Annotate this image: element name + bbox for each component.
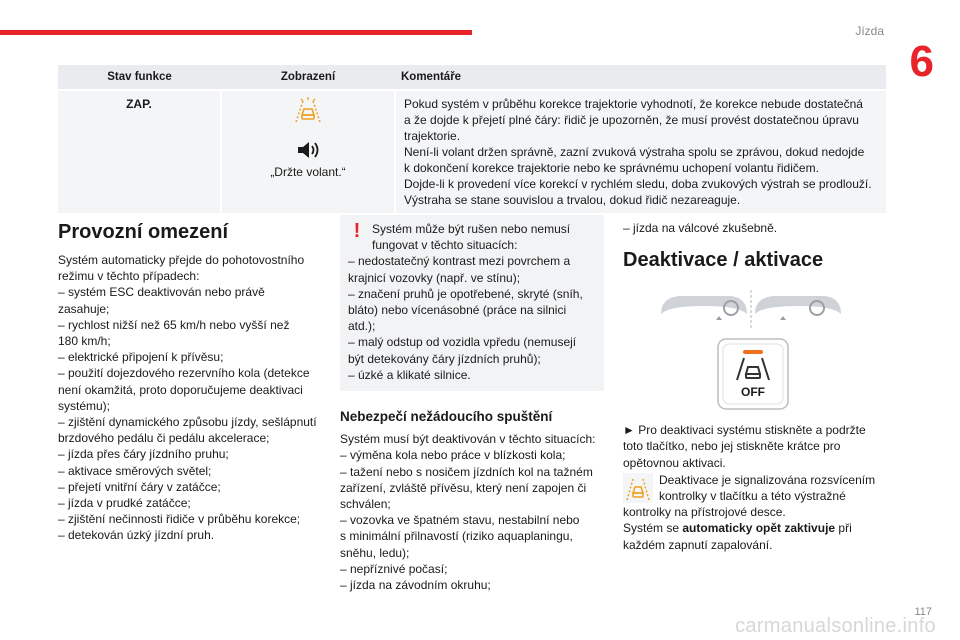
text-line: sněhu, ledu); xyxy=(340,545,410,560)
text-line: brzdového pedálu či pedálu akcelerace; xyxy=(58,431,270,446)
text-line: – systém ESC deaktivován nebo právě xyxy=(58,285,265,300)
warning-line: – malý odstup od vozidla vpředu (nemusejí xyxy=(348,335,577,350)
comment-line: Dojde-li k provedení více korekcí v rychlém sledu, doba zvukových výstrah se prodlouží. xyxy=(404,177,872,191)
text-line: systému); xyxy=(58,398,111,413)
reactivation-bold: automaticky opět zaktivuje xyxy=(682,521,836,536)
text-line: – jízda přes čáry jízdního pruhu; xyxy=(58,447,229,462)
text-line: – výměna kola nebo práce v blízkosti kola; xyxy=(340,448,566,463)
comment-line: Není-li volant držen správně, zazní zvuková výstraha spolu se zprávou, dokud nedojde xyxy=(404,145,865,159)
lane-keep-warning-lamp-icon xyxy=(623,473,653,503)
warning-line: být detekovány čáry jízdních pruhů); xyxy=(348,351,541,366)
page-number: 117 xyxy=(914,606,932,618)
warning-box xyxy=(340,215,604,391)
text-line: zařízení, zvláště přívěsu, který není zapojen či xyxy=(340,480,587,495)
comment-line: trajektorie. xyxy=(404,129,461,143)
comment-line: k dokončení korekce trajektorie nebo ke správnému uchopení volantu řidičem. xyxy=(404,161,819,175)
text-line: – detekován úzký jízdní pruh. xyxy=(58,528,215,543)
text-line: Systém musí být deaktivován v těchto situacích: xyxy=(340,432,596,447)
warning-line: – úzké a klikaté silnice. xyxy=(348,367,471,382)
limitations-column xyxy=(340,215,604,593)
reactivation-note xyxy=(623,520,889,536)
text-line: – tažení nebo s nosičem jízdních kol na tažném xyxy=(340,464,593,479)
reactivation-prefix: Systém se xyxy=(623,521,683,536)
comment-line: Pokud systém v průběhu korekce trajektorie vyhodnotí, že korekce nebude dostatečná xyxy=(404,97,863,111)
reactivation-suffix: při xyxy=(835,521,852,536)
speaker-sound-icon xyxy=(295,139,321,161)
lane-keep-warning-icon xyxy=(293,95,323,125)
warning-line: atd.); xyxy=(348,319,376,334)
text-line: – přejetí vnitřní čáry v zatáčce; xyxy=(58,479,221,494)
warning-line: krajnicí vozovky (např. ve stínu); xyxy=(348,270,521,285)
comment-line: a že dojde k přejetí plné čáry: řidič je upozorněn, že musí provést dostatečnou úpravu xyxy=(404,113,859,127)
text-line: není okamžitá, proto doporučujeme deaktivaci xyxy=(58,382,303,397)
table-row xyxy=(58,90,886,213)
warning-head-line: Systém může být rušen nebo nemusí xyxy=(372,222,571,236)
text-line: každém zapnutí zapalování. xyxy=(623,537,773,552)
instruction-line: toto tlačítko, nebo jej stiskněte krátce pro xyxy=(623,439,841,454)
text-line: – jízda v prudké zatáčce; xyxy=(58,496,191,511)
operating-limits-title: Provozní omezení xyxy=(58,221,229,243)
signal-line: kontrolky v tlačítku a této výstražné xyxy=(659,489,846,504)
unwanted-activation-title: Nebezpečí nežádoucího spuštění xyxy=(340,409,553,425)
off-button-label: OFF xyxy=(741,385,765,400)
text-line: – zjištění nečinnosti řidiče v průběhu korekce; xyxy=(58,512,301,527)
text-line: – jízda na závodním okruhu; xyxy=(340,578,491,593)
function-state-table xyxy=(58,65,886,213)
th-display: Zobrazení xyxy=(221,65,395,90)
text-line: schválen; xyxy=(340,497,391,512)
text-line: – aktivace směrových světel; xyxy=(58,463,212,478)
section-title: Jízda xyxy=(855,24,884,38)
instruction-line: opětovnou aktivaci. xyxy=(623,455,726,470)
dashboard-button-location-illustration xyxy=(659,286,843,330)
th-comments: Komentáře xyxy=(395,65,886,90)
text-line: – rychlost nižší než 65 km/h nebo vyšší než xyxy=(58,317,290,332)
instruction-line: ► Pro deaktivaci systému stiskněte a podržte xyxy=(623,423,866,438)
warning-exclamation-icon: ! xyxy=(353,220,361,242)
warning-line: – značení pruhů je opotřebené, skryté (sníh, xyxy=(348,286,583,301)
comments-cell xyxy=(395,90,886,213)
text-line: s minimální přilnavostí (riziko aquaplaningu, xyxy=(340,529,573,544)
text-line: Systém automaticky přejde do pohotovostního xyxy=(58,253,305,267)
text-line: – zjištění dynamického způsobu jízdy, sešlápnutí xyxy=(58,415,317,430)
text-line: – vozovka ve špatném stavu, nestabilní nebo xyxy=(340,513,580,528)
header-accent-bar xyxy=(0,30,472,35)
state-cell: ZAP. xyxy=(58,90,221,213)
warning-line: bláto) nebo vícenásobné (práce na silnici xyxy=(348,303,567,318)
warning-head-line: fungovat v těchto situacích: xyxy=(372,238,518,253)
text-line: – nepříznivé počasí; xyxy=(340,561,448,576)
display-cell xyxy=(221,90,395,213)
signal-line: kontrolky na přístrojové desce. xyxy=(623,505,786,520)
watermark: carmanualsonline.info xyxy=(735,615,936,637)
text-line: režimu v těchto případech: xyxy=(58,269,200,284)
text-line: – jízda na válcové zkušebně. xyxy=(623,221,778,235)
text-line: zasahuje; xyxy=(58,301,110,316)
comment-line: Výstraha se stane souvislou a trvalou, dokud řidič nezareaguje. xyxy=(404,193,741,207)
th-state: Stav funkce xyxy=(58,65,221,90)
operating-limits-column xyxy=(58,220,326,544)
text-line: – elektrické připojení k přívěsu; xyxy=(58,350,224,365)
lane-assist-off-button[interactable] xyxy=(717,338,789,410)
text-line: – použití dojezdového rezervního kola (detekce xyxy=(58,366,310,381)
warning-line: – nedostatečný kontrast mezi povrchem a xyxy=(348,254,571,269)
deactivation-title: Deaktivace / aktivace xyxy=(623,249,824,272)
chapter-number: 6 xyxy=(909,37,934,86)
text-line: 180 km/h; xyxy=(58,334,111,349)
signal-line: Deaktivace je signalizována rozsvícením xyxy=(659,472,876,487)
deactivation-column xyxy=(623,220,889,553)
display-message: „Držte volant.“ xyxy=(270,165,346,179)
